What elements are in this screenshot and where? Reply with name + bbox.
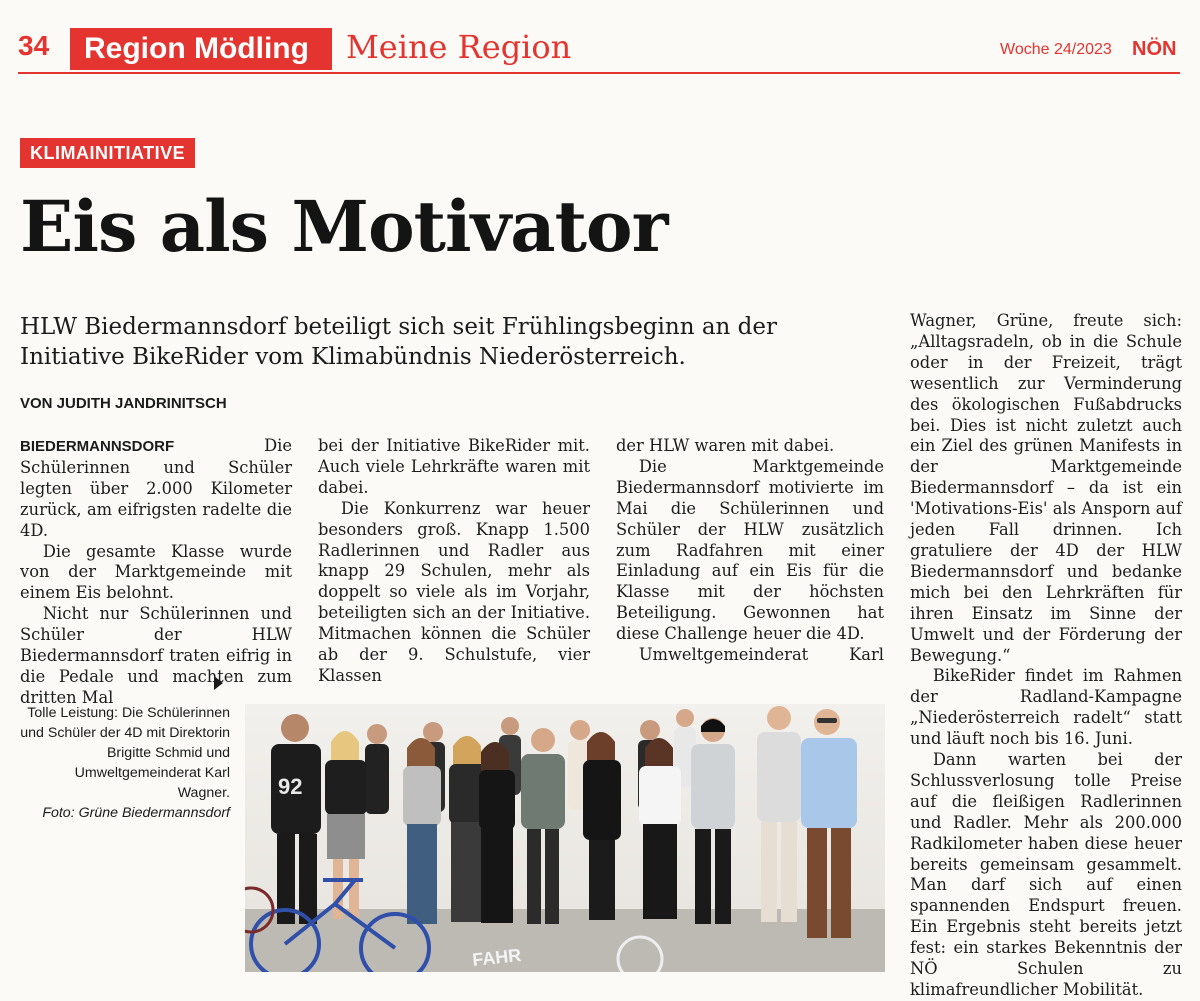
photo-credit: Foto: Grüne Biedermannsdorf	[42, 805, 230, 821]
article-column-4	[910, 311, 1182, 1001]
caption-text: Tolle Leistung: Die Schülerinnen und Schüler der 4D mit Direktorin Brigitte Schmid und Umweltgemeinderat Karl Wagner.	[20, 705, 230, 801]
subsection-label: Meine Region	[346, 28, 572, 66]
article-column-1	[20, 436, 292, 709]
article-column-2	[318, 436, 590, 687]
section-label: Region Mödling	[70, 28, 332, 70]
page-number: 34	[18, 30, 50, 61]
headline: Eis als Motivator	[20, 185, 668, 268]
jersey-number: 92	[278, 774, 303, 799]
body-paragraph: Die Konkurrenz war heuer besonders groß. Knapp 1.500 Radlerinnen und Radler aus knapp 29 Schulen, mehr als doppelt so viele als im Vorjahr, beteiligten sich an der Initiative. Mitmachen können die Schüler ab der 9. Schulstufe, vier Klassen	[318, 498, 590, 685]
paragraph-text: Die Schülerinnen und Schüler legten über 2.000 Kilometer zurück, am eifrigsten radelte die 4D.	[20, 436, 292, 540]
caption-arrow-icon	[214, 676, 223, 690]
ground-marking: FAHR	[471, 944, 523, 970]
topic-tag: KLIMAINITIATIVE	[20, 138, 195, 168]
photo-caption	[20, 703, 230, 823]
group-photo	[245, 704, 885, 972]
article-column-3	[616, 436, 884, 666]
dateline: BIEDERMANNSDORF	[20, 438, 175, 455]
body-paragraph: Die Marktgemeinde Biedermannsdorf motivierte im Mai die Schülerinnen und Schüler der HLW zusätzlich zum Radfahren mit einer Einladung auf ein Eis für die Klasse mit der höchsten Beteiligung. Gewonnen hat diese Challenge heuer die 4D.	[616, 456, 884, 644]
masthead-rule	[18, 72, 1180, 74]
body-paragraph-continued: bei der Initiative BikeRider mit. Auch viele Lehrkräfte waren mit dabei.	[318, 436, 590, 497]
lead-paragraph: HLW Biedermannsdorf beteiligt sich seit Frühlingsbeginn an der Initiative BikeRider vom Klimabündnis Niederösterreich.	[20, 314, 777, 370]
body-paragraph: BikeRider findet im Rahmen der Radland-Kampagne „Niederösterreich radelt“ statt und läuft noch bis 16. Juni.	[910, 666, 1182, 749]
issue-week: Woche 24/2023	[1000, 41, 1112, 58]
body-paragraph-continued: Wagner, Grüne, freute sich: „Alltagsradeln, ob in die Schule oder in der Freizeit, trägt wesentlich zur Verminderung des ökologischen Fußabdrucks bei. Dies ist nicht zuletzt auch ein Ziel des grünen Manifests in der Marktgemeinde Biedermannsdorf – da ist ein 'Motivations-Eis' als Ansporn auf jeden Fall drinnen. Ich gratuliere der 4D der HLW Biedermannsdorf und bedanke mich bei den Lehrkräften für ihren Einsatz im Sinne der Umwelt und der Förderung der Bewegung.“	[910, 311, 1182, 665]
body-paragraph: Nicht nur Schülerinnen und Schüler der HLW Biedermannsdorf traten eifrig in die Pedale und machten zum dritten Mal	[20, 604, 292, 707]
body-paragraph-continued: der HLW waren mit dabei.	[616, 436, 835, 455]
body-paragraph	[20, 436, 292, 542]
body-paragraph: Umweltgemeinderat Karl	[638, 645, 884, 665]
body-paragraph: Dann warten bei der Schlussverlosung tolle Preise auf die fleißigen Radlerinnen und Radler. Mehr als 200.000 Radkilometer haben diese heuer bereits gemeinsam gesammelt. Man darf sich auf einen spannenden Endspurt freuen. Ein Ergebnis steht bereits jetzt fest: ein starkes Bekenntnis der NÖ Schulen zu klimafreundlicher Mobilität.	[910, 750, 1182, 999]
byline: VON JUDITH JANDRINITSCH	[20, 395, 227, 412]
body-paragraph: Die gesamte Klasse wurde von der Marktgemeinde mit einem Eis belohnt.	[20, 541, 292, 603]
publication-logo: NÖN	[1132, 38, 1177, 60]
